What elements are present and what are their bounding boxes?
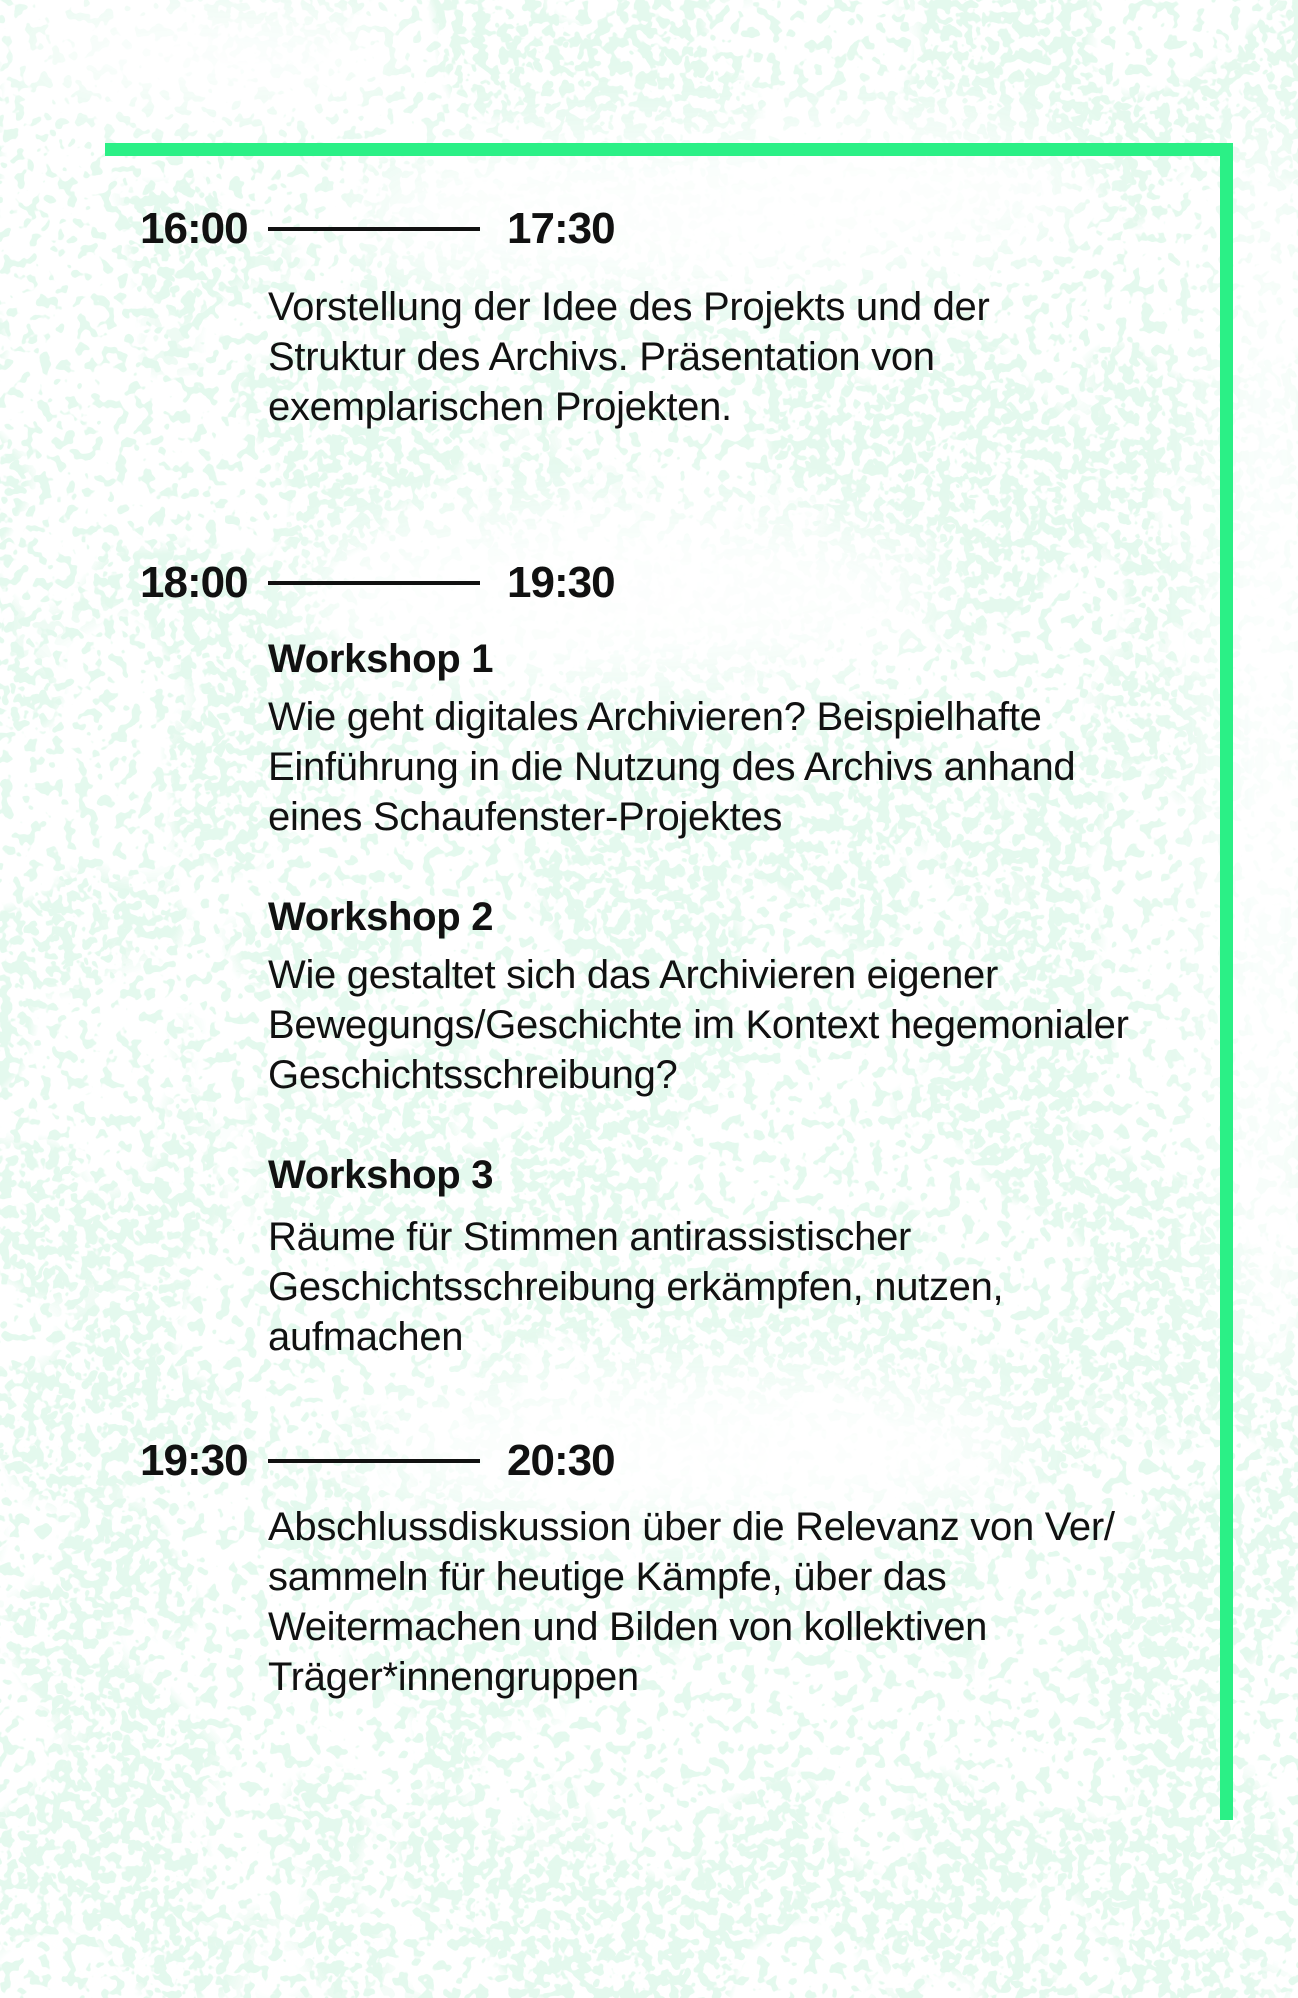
frame-right-bar	[1220, 143, 1233, 1820]
description-line: sammeln für heutige Kämpfe, über das	[268, 1555, 947, 1599]
time-row-session-3	[140, 1436, 615, 1485]
session-3-description	[268, 1502, 1115, 1702]
workshop-1-heading: Workshop 1	[268, 637, 494, 681]
time-row-session-2	[140, 558, 615, 607]
session-2-end-time: 19:30	[507, 558, 615, 607]
frame-top-bar	[105, 143, 1233, 156]
workshop-2-description	[268, 950, 1129, 1100]
workshop-3-description	[268, 1212, 1003, 1362]
description-line: exemplarischen Projekten.	[268, 385, 732, 429]
session-3-end-time: 20:30	[507, 1436, 615, 1485]
time-row-session-1	[140, 204, 615, 253]
description-line: Bewegungs/Geschichte im Kontext hegemonialer	[268, 1003, 1129, 1047]
session-3-start-time: 19:30	[140, 1436, 248, 1485]
description-line: Träger*innengruppen	[268, 1655, 639, 1699]
description-line: Abschlussdiskussion über die Relevanz von Ver/	[268, 1505, 1115, 1549]
session-2-time-rule	[268, 581, 480, 585]
workshop-2-heading: Workshop 2	[268, 895, 494, 939]
description-line: Wie geht digitales Archivieren? Beispielhafte	[268, 695, 1042, 739]
description-line: Geschichtsschreibung?	[268, 1053, 678, 1097]
session-1-start-time: 16:00	[140, 204, 248, 253]
description-line: aufmachen	[268, 1315, 464, 1359]
session-1-end-time: 17:30	[507, 204, 615, 253]
session-2-start-time: 18:00	[140, 558, 248, 607]
session-1-time-rule	[268, 227, 480, 231]
description-line: Einführung in die Nutzung des Archivs anhand	[268, 745, 1076, 789]
description-line: Struktur des Archivs. Präsentation von	[268, 335, 935, 379]
description-line: eines Schaufenster-Projektes	[268, 795, 783, 839]
session-1-description	[268, 282, 990, 432]
session-3-time-rule	[268, 1459, 480, 1463]
workshop-3-heading: Workshop 3	[268, 1153, 494, 1197]
description-line: Vorstellung der Idee des Projekts und der	[268, 285, 990, 329]
description-line: Geschichtsschreibung erkämpfen, nutzen,	[268, 1265, 1004, 1309]
description-line: Räume für Stimmen antirassistischer	[268, 1215, 912, 1259]
description-line: Wie gestaltet sich das Archivieren eigener	[268, 953, 998, 997]
description-line: Weitermachen und Bilden von kollektiven	[268, 1605, 988, 1649]
workshop-1-description	[268, 692, 1075, 842]
